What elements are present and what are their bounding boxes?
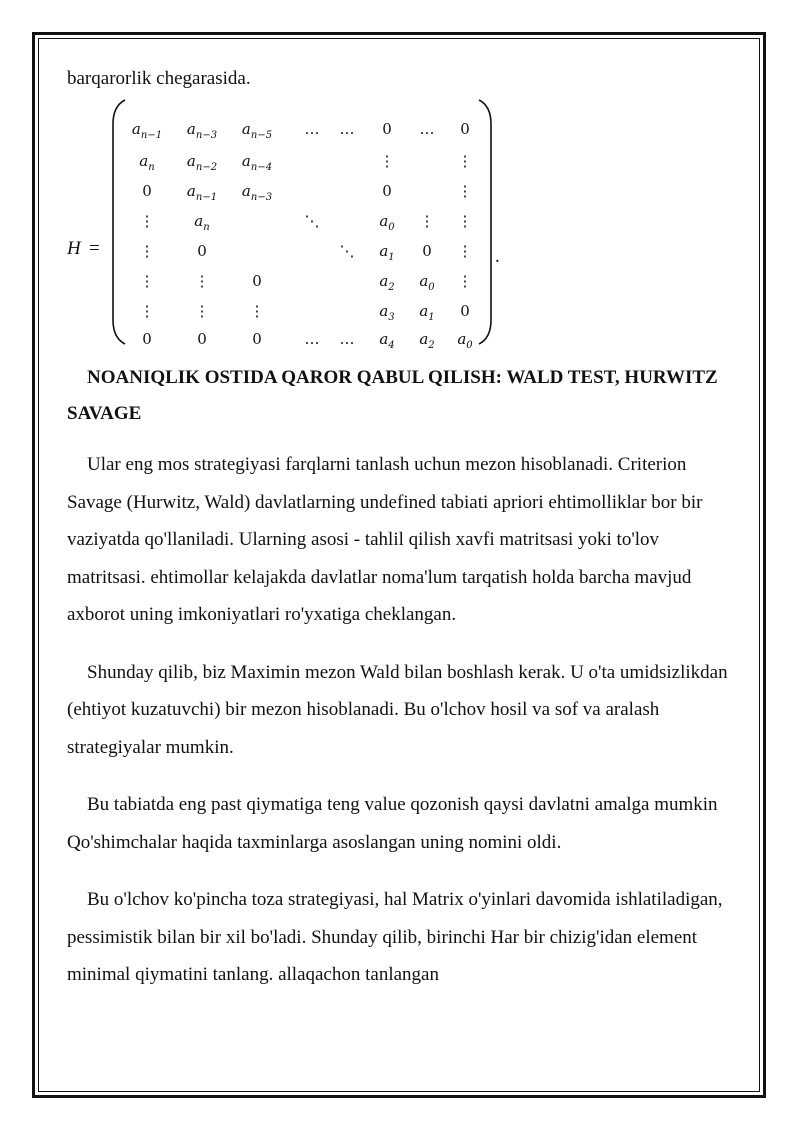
matrix-cell: ⋮: [457, 272, 473, 290]
matrix-cell: $a_n$: [194, 212, 210, 233]
matrix-cell: ⋮: [457, 212, 473, 230]
matrix-cell: …: [304, 120, 320, 138]
matrix-cell: $a_0$: [379, 212, 395, 233]
matrix-cell: $a_3$: [379, 302, 395, 323]
matrix-cell: $a_4$: [379, 330, 395, 351]
matrix-cell: ⋮: [194, 302, 210, 320]
matrix-cell: 0: [460, 120, 470, 138]
matrix-cell: 0: [252, 272, 262, 290]
matrix-cell: ⋮: [457, 152, 473, 170]
matrix-label: H: [67, 238, 81, 259]
hurwitz-matrix: [67, 96, 735, 351]
matrix-cell: $a_{n-1}$: [131, 120, 163, 141]
matrix-cell: ⋮: [379, 152, 395, 170]
matrix-cell: $a_0$: [457, 330, 473, 351]
matrix-cell: …: [304, 330, 320, 348]
matrix-cell: …: [339, 120, 355, 138]
matrix-cell: $a_n$: [139, 152, 155, 173]
matrix-cell: 0: [197, 242, 207, 260]
matrix-cell: 0: [382, 120, 392, 138]
matrix-cell: ⋮: [139, 272, 155, 290]
matrix-cell: ⋮: [457, 242, 473, 260]
matrix-equals: =: [89, 238, 100, 259]
paragraph-3: Bu tabiatda eng past qiymatiga teng value qozonish qaysi davlatni amalga mumkin Qo'shimchalar haqida taxminlarga asoslangan uning nomini oldi.: [67, 794, 718, 853]
matrix-cell: ⋮: [194, 272, 210, 290]
matrix-cell: 0: [460, 302, 470, 320]
paragraph-2: Shunday qilib, biz Maximin mezon Wald bilan boshlash kerak. U o'ta umidsizlikdan (ehtiyot kuzatuvchi) bir mezon hisoblanadi. Bu o'lchov hosil va sof va aralash strategiyalar mumkin.: [67, 661, 728, 758]
matrix-cell: 0: [252, 330, 262, 348]
matrix-cell: 0: [382, 182, 392, 200]
paragraph-1: Ular eng mos strategiyasi farqlarni tanlash uchun mezon hisoblanadi. Criterion Savage (Hurwitz, Wald) davlatlarning undefined tabiati apriori ehtimolliklar bor bir vaziyatda qo'llaniladi. Ularning asosi - tahlil qilish xavfi matritsasi yoki to'lov matritsasi. ehtimollar kelajakda davlatlar noma'lum tarqatish holda barcha mavjud axborot uning imkoniyatlari ro'yxatiga cheklangan.: [67, 454, 703, 625]
matrix-cell: ⋮: [419, 212, 435, 230]
intro-line: barqarorlik chegarasida.: [67, 68, 251, 89]
matrix-cell: …: [419, 120, 435, 138]
matrix-cell: 0: [197, 330, 207, 348]
matrix-cell: ⋮: [139, 242, 155, 260]
matrix-cell: $a_{n-4}$: [241, 152, 273, 173]
matrix-cell: $a_{n-3}$: [186, 120, 218, 141]
matrix-cell: $a_2$: [379, 272, 395, 293]
matrix-cell: ⋮: [139, 302, 155, 320]
matrix-cell: 0: [142, 182, 152, 200]
matrix-cell: ⋱: [339, 242, 355, 260]
matrix-cell: ⋮: [457, 182, 473, 200]
document-body: [67, 62, 735, 1014]
matrix-cell: $a_{n-3}$: [241, 182, 273, 203]
matrix-cell: $a_{n-5}$: [241, 120, 273, 141]
matrix-cell: …: [339, 330, 355, 348]
matrix-cell: $a_1$: [379, 242, 395, 263]
matrix-cell: 0: [422, 242, 432, 260]
paragraph-4: Bu o'lchov ko'pincha toza strategiyasi, hal Matrix o'yinlari davomida ishlatiladigan, pessimistik bilan bir xil bo'ladi. Shunday qilib, birinchi Har bir chizig'idan element minimal qiymatini tanlang. allaqachon tanlangan: [67, 889, 723, 985]
matrix-cell: ⋮: [249, 302, 265, 320]
matrix-cell: 0: [142, 330, 152, 348]
matrix-cell: $a_2$: [419, 330, 435, 351]
matrix-cell: $a_{n-1}$: [186, 182, 218, 203]
matrix-cell: ⋱: [304, 212, 320, 230]
matrix-cell: $a_0$: [419, 272, 435, 293]
matrix-trailing-period: .: [495, 246, 500, 267]
matrix-cell: ⋮: [139, 212, 155, 230]
section-heading: NOANIQLIK OSTIDA QAROR QABUL QILISH: WALD TEST, HURWITZ SAVAGE: [67, 367, 718, 424]
matrix-cell: $a_1$: [419, 302, 435, 323]
matrix-cell: $a_{n-2}$: [186, 152, 218, 173]
